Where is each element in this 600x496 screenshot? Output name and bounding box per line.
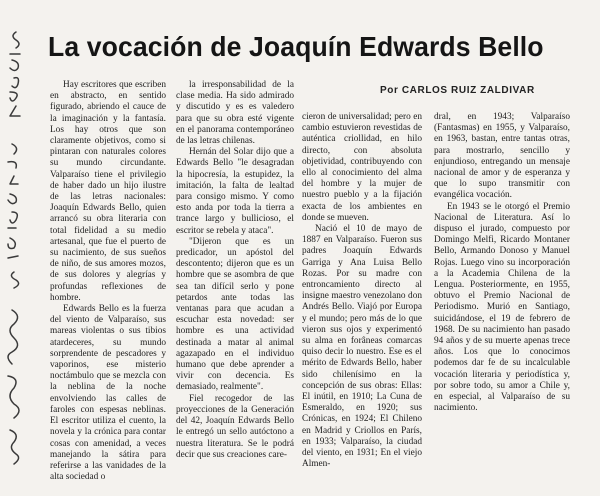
handwritten-margin-note	[0, 26, 34, 476]
handwriting-scribble	[0, 26, 34, 476]
paragraph: "Dijeron que es un predicador, un apóstol del descontento; dijeron que es un hombre que se asombra de que sea tan difícil serlo y pone petardos ante todas las ventanas para que acudan a escuchar esta novedad: ser hombre es una actividad destinada a matar al animal agazapado en el individuo humano que debe aprender a vivir con decencia. Es demasiado, realmente".	[176, 236, 294, 393]
article-column-3	[302, 112, 422, 471]
paragraph: Nació el 10 de mayo de 1887 en Valparaíso. Fueron sus padres Joaquín Edwards Garriga y Ana Luisa Bello Rozas. Por su madre con entroncamiento directo al insigne maestro venezolano don Andrés Bello. Viajó por Europa y el mundo; pero más de lo que vieron sus ojos y experimentó su alma en forâneas comarcas quiso decir lo nuestro. Ese es el mérito de Edwards Bello, haber sido chilenísimo en la concepción de sus obras: Ellas: El inútil, en 1910; La Cuna de Esmeraldo, en 1920; sus Crónicas, en 1924; El Chileno en Madrid y Criollos en París, en 1933; Valparaíso, la ciudad del viento, en 1931; En el viejo Almen-	[302, 224, 422, 470]
paragraph: Edwards Bello es la fuerza del viento de Valparaíso, sus mareas violentas o sus tibios atardeceres, su mundo sorprendente de pescadores y vaporinos, ese misterio noctámbulo que se mezcla con la neblina de la noche envolviendo las calles de faroles con espesas neblinas. El escritor utiliza el cuento, la novela y la crónica para contar cosas con amenidad, a veces manejando la sátira para referirse a las vanidades de la alta sociedad o	[50, 304, 166, 483]
paragraph: Hay escritores que escriben en abstracto, en sentido figurado, abriendo el cauce de la imaginación y la fantasía. Los hay otros que son claramente objetivos, como si pintaran con naturales colores su mundo circundante. Valparaíso tiene el privilegio de haber dado un hijo ilustre de las letras nacionales: Joaquín Edwards Bello, quien arrancó su obra literaria con total fidelidad a su medio artesanal, que fue el puerto de su nacimiento, de sus sueños de niño, de sus amores mozos, de sus dolores y alegrías y profundas reflexiones de hombre.	[50, 80, 166, 303]
paragraph: Fiel recogedor de las proyecciones de la Generación del 42, Joaquín Edwards Bello le entregó un sello autóctono a nuestra literatura. Se le podrá decir que sus creaciones care-	[176, 393, 294, 460]
article-headline: La vocación de Joaquín Edwards Bello	[48, 31, 544, 62]
paragraph: la irresponsabilidad de la clase media. Ha sido admirado y discutido y es es valedero para que su obra esté vigente en el panorama contemporáneo de las letras chilenas.	[176, 80, 294, 147]
paragraph: En 1943 se le otorgó el Premio Nacional de Literatura. Así lo dispuso el jurado, compuesto por Domingo Melfi, Ricardo Montaner Bello, Armando Donoso y Manuel Rojas. Luego vino su incorporación a la Academia Chilena de la Lengua. Posteriormente, en 1955, obtuvo el Premio Nacional de Periodismo. Murió en Santiago, suicidándose, el 19 de febrero de 1968. De su nacimiento han pasado 94 años y de su muerte apenas trece años. Los que lo conocimos podemos dar fe de su incalculable vocación literaria y periodística y, por sobre todo, su amor a Chile y, en especial, al Valparaíso de su nacimiento.	[434, 201, 570, 414]
article-column-4	[434, 112, 570, 414]
article-column-1	[50, 80, 166, 483]
paragraph: dral, en 1943; Valparaíso (Fantasmas) en 1955, y Valparaíso, en 1963, bastan, entre tantas otras, para mostrarlo, sencillo y enjundioso, entregando un mensaje nacional de amor y de esperanza y que lo supo transmitir con evangélica vocación.	[434, 112, 570, 201]
article-column-2	[176, 80, 294, 461]
article-byline: Por CARLOS RUIZ ZALDIVAR	[380, 85, 535, 96]
paragraph: cieron de universalidad; pero en cambio estuvieron revestidas de auténtica criollidad, en hilo directo, con absoluta objetividad, contribuyendo con ello al conocimiento del alma del hombre y la mujer de nuestro pueblo y a la fijación exacta de los ambientes en donde se mueven.	[302, 112, 422, 223]
paragraph: Hernán del Solar dijo que a Edwards Bello "le desagradan la hipocresía, la estupidez, la imitación, la falta de lealtad para consigo mismo. Y como esto anda por toda la tierra a trance largo y bullicioso, el escritor se rebela y ataca".	[176, 147, 294, 236]
